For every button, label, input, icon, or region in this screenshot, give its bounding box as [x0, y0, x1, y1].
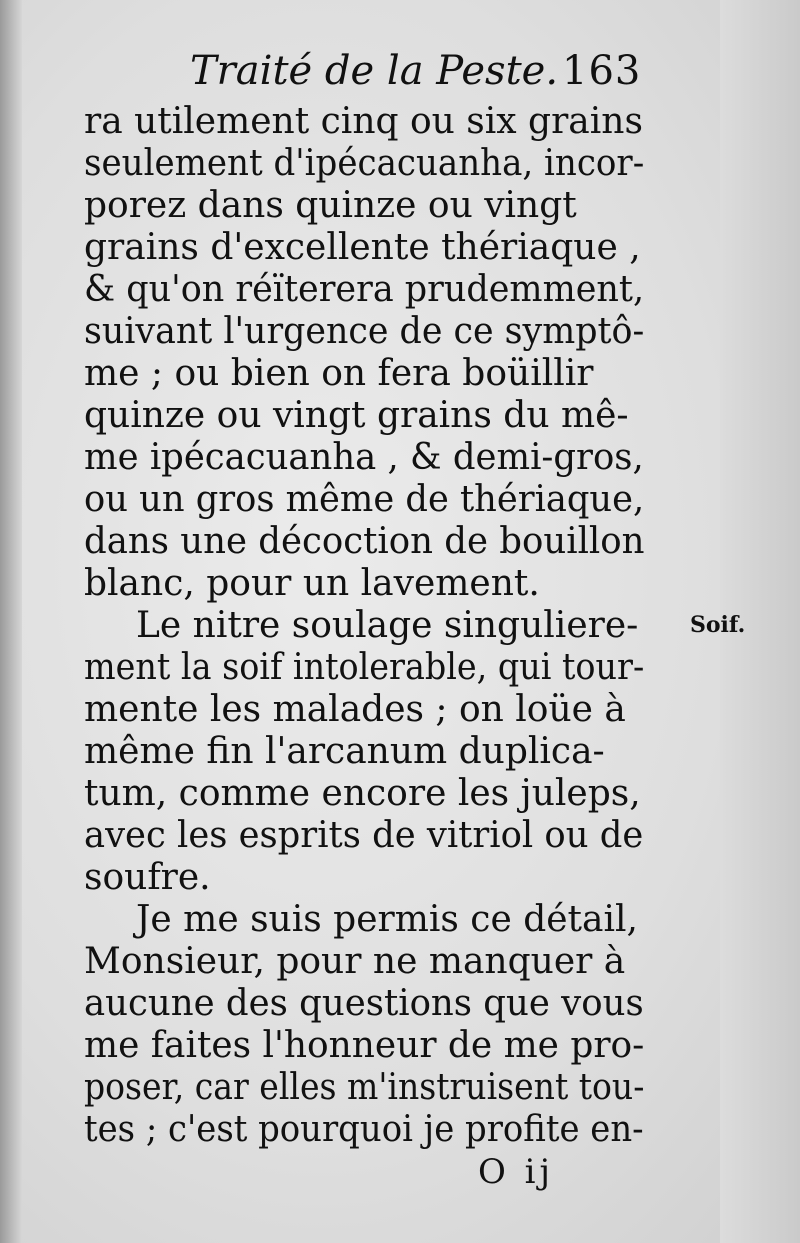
text-line: seulement d'ipécacuanha, incor-: [84, 143, 645, 184]
text-line: me faites l'honneur de me pro-: [84, 1025, 645, 1066]
text-line: & qu'on réïterera prudemment,: [84, 269, 645, 310]
text-line: porez dans quinze ou vingt: [84, 185, 577, 226]
text-line: Monsieur, pour ne manquer à: [84, 941, 626, 982]
text-line: suivant l'urgence de ce symptô-: [84, 311, 645, 352]
text-line: mente les malades ; on loüe à: [84, 689, 626, 730]
signature-mark: O ij: [478, 1152, 555, 1192]
text-line: Le nitre soulage singuliere-: [136, 605, 639, 646]
text-line: aucune des questions que vous: [84, 983, 644, 1024]
text-line: soufre.: [84, 857, 211, 898]
text-line: blanc, pour un lavement.: [84, 563, 540, 604]
text-line: ra utilement cinq ou six grains: [84, 101, 643, 142]
text-line: ou un gros même de thériaque,: [84, 479, 645, 520]
text-line: tum, comme encore les juleps,: [84, 773, 641, 814]
text-line: ment la soif intolerable, qui tour-: [84, 647, 645, 688]
margin-note: Soif.: [690, 612, 746, 638]
text-line: avec les esprits de vitriol ou de: [84, 815, 644, 856]
text-line: tes ; c'est pourquoi je profite en-: [84, 1109, 644, 1150]
text-line: grains d'excellente thériaque ,: [84, 227, 641, 268]
running-head-title: Traité de la Peste.: [190, 48, 559, 94]
text-line: même fin l'arcanum duplica-: [84, 731, 605, 772]
text-line: Je me suis permis ce détail,: [136, 899, 638, 940]
text-line: quinze ou vingt grains du mê-: [84, 395, 629, 436]
running-head: [190, 48, 650, 98]
text-line: me ; ou bien on fera boüillir: [84, 353, 594, 394]
text-line: poser, car elles m'instruisent tou-: [84, 1067, 645, 1108]
page-number: 163: [562, 48, 642, 94]
page-spine-shadow: [0, 0, 22, 1243]
text-line: dans une décoction de bouillon: [84, 521, 645, 562]
text-line: me ipécacuanha , & demi-gros,: [84, 437, 644, 478]
